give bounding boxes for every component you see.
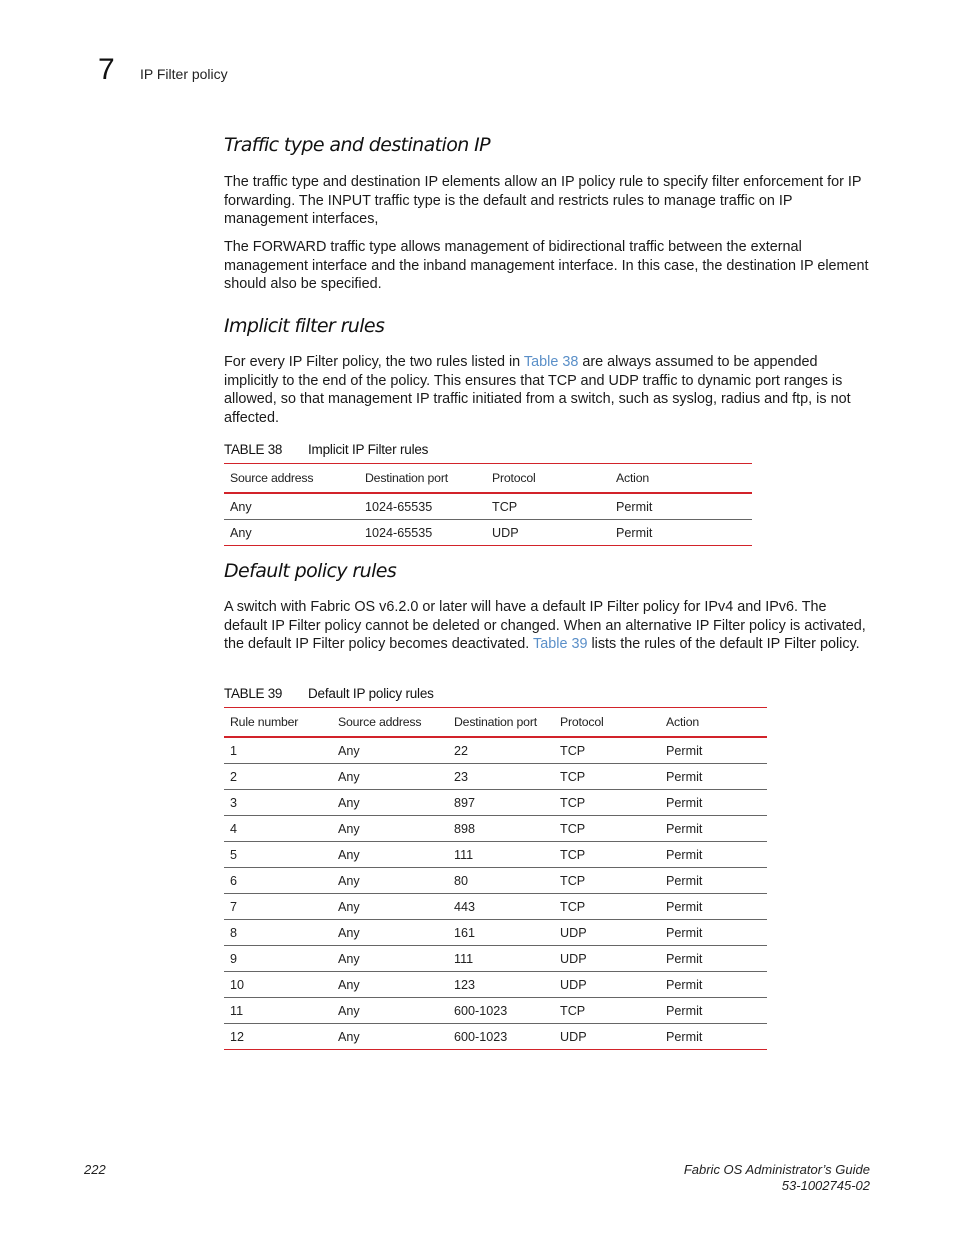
table-cell: 600-1023 [448,1024,554,1050]
table-row [224,764,767,790]
table-cell: 12 [224,1024,332,1050]
table-39 [224,707,767,1050]
table-cell: TCP [554,998,660,1024]
table-cell: 443 [448,894,554,920]
table-39-caption [224,686,434,701]
paragraph-default-post: lists the rules of the default IP Filter policy. [587,636,860,653]
table-cell: TCP [554,737,660,764]
table-38-label: TABLE 38 [224,442,283,457]
table-row [224,946,767,972]
table-cell: UDP [554,946,660,972]
table-cell: 897 [448,790,554,816]
page-number: 222 [84,1162,106,1177]
table-cell: 1024-65535 [359,520,486,546]
column-header: Action [610,464,752,494]
table-cell: 111 [448,842,554,868]
paragraph-implicit-pre: For every IP Filter policy, the two rules listed in [224,354,524,370]
column-header: Destination port [448,708,554,738]
table-38 [224,463,752,546]
table-row [224,520,752,546]
table-cell: 6 [224,868,332,894]
table-row [224,894,767,920]
table-cell: 2 [224,764,332,790]
table-cell: 9 [224,946,332,972]
table-cell: Permit [610,493,752,520]
table-row [224,816,767,842]
paragraph-implicit-post: are always assumed to be appended implicitly to the end of the policy. This ensures that TCP and UDP traffic to dynamic port ranges is allowed, so that management IP traffic initiated from a switch, such as syslog, radius and ftp, is not affected. [224,354,851,427]
table-39-title: Default IP policy rules [308,686,434,701]
column-header: Source address [332,708,448,738]
table-cell: Permit [660,920,767,946]
table-cell: TCP [554,842,660,868]
table-cell: Permit [660,972,767,998]
table-cell: Any [332,972,448,998]
table-cell: 3 [224,790,332,816]
table-row [224,1024,767,1050]
table-cell: 111 [448,946,554,972]
table-cell: Any [332,764,448,790]
table-cell: UDP [554,1024,660,1050]
table-row [224,920,767,946]
table-cell: 600-1023 [448,998,554,1024]
paragraph-traffic-2: The FORWARD traffic type allows management of bidirectional traffic between the external management interface and the inband management interface. In this case, the destination IP element should also be specified. [224,239,869,293]
table-cell: Any [224,493,359,520]
table-row [224,842,767,868]
table-cell: 10 [224,972,332,998]
table-39-link[interactable]: Table 39 [533,636,588,653]
table-cell: Permit [660,790,767,816]
table-cell: Any [332,946,448,972]
heading-default-policy-rules: Default policy rules [224,560,397,582]
column-header: Destination port [359,464,486,494]
table-cell: Any [224,520,359,546]
table-cell: Permit [660,764,767,790]
table-cell: TCP [554,816,660,842]
paragraph-implicit [224,353,872,428]
table-cell: Permit [660,868,767,894]
table-cell: Permit [660,842,767,868]
column-header: Source address [224,464,359,494]
chapter-number: 7 [98,53,115,86]
table-38-header-row [224,464,752,494]
table-cell: Permit [660,894,767,920]
document-number: 53-1002745-02 [781,1178,870,1193]
table-cell: 11 [224,998,332,1024]
paragraph-traffic-1: The traffic type and destination IP elements allow an IP policy rule to specify filter enforcement for IP forwarding. The INPUT traffic type is the default and restricts rules to manage traffic on IP management interfaces, [224,174,862,228]
table-39-header-row [224,708,767,738]
table-cell: TCP [554,764,660,790]
table-cell: Permit [660,1024,767,1050]
table-cell: 1 [224,737,332,764]
table-cell: 80 [448,868,554,894]
heading-traffic-type: Traffic type and destination IP [224,134,490,156]
table-cell: 898 [448,816,554,842]
table-cell: 4 [224,816,332,842]
table-cell: Permit [610,520,752,546]
table-row [224,972,767,998]
table-cell: 8 [224,920,332,946]
table-cell: TCP [554,790,660,816]
column-header: Protocol [554,708,660,738]
table-row [224,737,767,764]
table-cell: Permit [660,946,767,972]
table-cell: Any [332,998,448,1024]
table-cell: 23 [448,764,554,790]
table-cell: TCP [486,493,610,520]
table-cell: 123 [448,972,554,998]
table-row [224,868,767,894]
table-cell: 1024-65535 [359,493,486,520]
column-header: Action [660,708,767,738]
table-cell: Permit [660,998,767,1024]
paragraph-default [224,598,872,654]
column-header: Rule number [224,708,332,738]
footer-doc-info [684,1162,870,1194]
table-cell: Any [332,868,448,894]
table-cell: UDP [554,972,660,998]
table-cell: Any [332,790,448,816]
table-cell: 5 [224,842,332,868]
table-row [224,790,767,816]
table-cell: Any [332,737,448,764]
table-cell: Permit [660,816,767,842]
table-cell: TCP [554,894,660,920]
running-header: IP Filter policy [140,66,228,82]
table-38-title: Implicit IP Filter rules [308,442,429,457]
table-cell: 7 [224,894,332,920]
table-row [224,998,767,1024]
table-cell: TCP [554,868,660,894]
table-cell: 161 [448,920,554,946]
table-cell: Any [332,1024,448,1050]
column-header: Protocol [486,464,610,494]
table-cell: Any [332,842,448,868]
heading-implicit-filter-rules: Implicit filter rules [224,315,385,337]
table-38-caption [224,442,428,457]
table-row [224,493,752,520]
table-cell: Any [332,816,448,842]
paragraph-default-pre: A switch with Fabric OS v6.2.0 or later will have a default IP Filter policy for IPv4 and IPv6. The default IP Filter policy cannot be deleted or changed. When an alternative IP Filter policy is activated, the default IP Filter policy becomes deactivated. [224,599,866,653]
table-39-label: TABLE 39 [224,686,283,701]
guide-title: Fabric OS Administrator’s Guide [683,1162,870,1177]
table-cell: Permit [660,737,767,764]
table-cell: Any [332,894,448,920]
table-38-link[interactable]: Table 38 [523,354,579,370]
table-cell: Any [332,920,448,946]
table-cell: 22 [448,737,554,764]
table-cell: UDP [486,520,610,546]
table-cell: UDP [554,920,660,946]
